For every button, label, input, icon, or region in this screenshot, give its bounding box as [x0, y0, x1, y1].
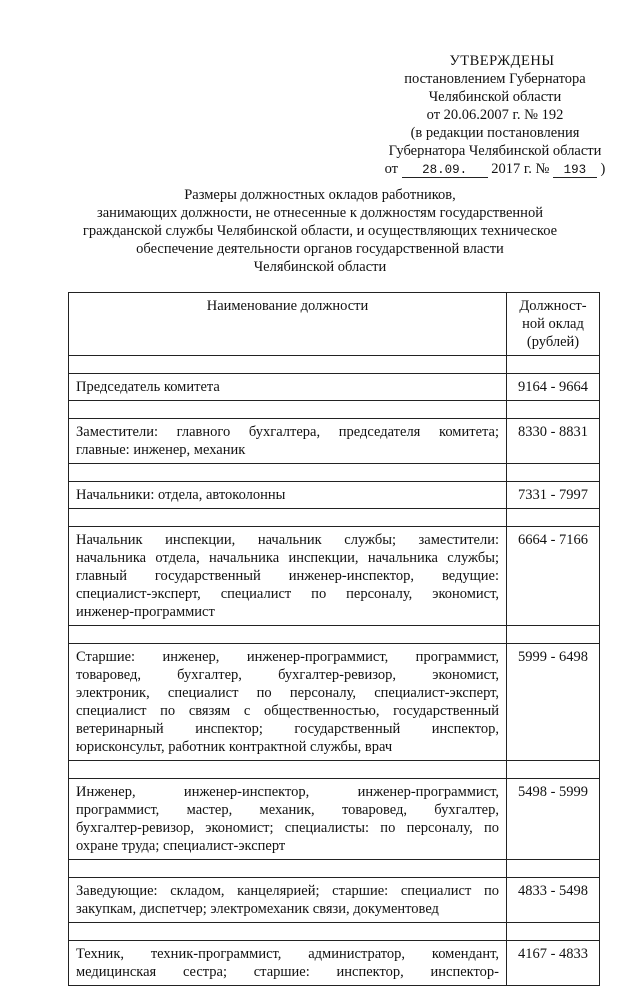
approval-line-5: Губернатора Челябинской области: [388, 143, 602, 159]
row-spacer: [69, 401, 600, 419]
spacer-cell: [69, 626, 507, 644]
date-day-field: 28.09.: [402, 163, 488, 178]
spacer-cell: [507, 356, 600, 374]
position-line: специалист по связям с общественностью, государственный: [76, 703, 499, 719]
table-row: [69, 482, 600, 509]
position-cell: [69, 374, 507, 401]
date-year: 2017 г. №: [491, 161, 550, 177]
date-prefix: от: [384, 161, 399, 177]
row-spacer: [69, 356, 600, 374]
position-line: Техник, техник-программист, администратор, комендант,: [76, 946, 499, 962]
spacer-cell: [507, 464, 600, 482]
spacer-cell: [69, 356, 507, 374]
position-line: Начальники: отдела, автоколонны: [76, 487, 286, 503]
table-row: [69, 779, 600, 860]
row-spacer: [69, 761, 600, 779]
position-line: медицинская сестра; старшие: инспектор, инспектор-: [76, 964, 499, 980]
position-line: программист, мастер, механик, товаровед, бухгалтер,: [76, 802, 499, 818]
position-cell: [69, 527, 507, 626]
position-cell: [69, 482, 507, 509]
table-row: [69, 527, 600, 626]
heading-line-3: гражданской службы Челябинской области, и осуществляющих техническое: [82, 223, 558, 239]
spacer-cell: [69, 464, 507, 482]
approval-line-1: постановлением Губернатора: [404, 71, 586, 87]
heading-line-5: Челябинской области: [253, 259, 387, 275]
table-row: [69, 878, 600, 923]
position-line: начальника отдела, начальника инспекции, начальника службы;: [76, 550, 499, 566]
header-position-name: Наименование должности: [69, 293, 507, 356]
row-spacer: [69, 464, 600, 482]
row-spacer: [69, 509, 600, 527]
salary-cell: 4833 - 5498: [507, 878, 600, 923]
spacer-cell: [507, 860, 600, 878]
position-line: закупкам, диспетчер; электромеханик связи, документовед: [76, 901, 439, 917]
table-row: [69, 644, 600, 761]
position-cell: [69, 941, 507, 986]
position-line: товаровед, бухгалтер, бухгалтер-ревизор, экономист,: [76, 667, 499, 683]
approval-line-2: Челябинской области: [428, 89, 562, 105]
position-cell: [69, 644, 507, 761]
position-line: электроник, специалист по персоналу, специалист-эксперт,: [76, 685, 499, 701]
position-line: главный государственный инженер-инспектор, ведущие:: [76, 568, 499, 584]
row-spacer: [69, 626, 600, 644]
salary-table: [68, 292, 600, 986]
approval-title: УТВЕРЖДЕНЫ: [449, 53, 555, 69]
spacer-cell: [69, 923, 507, 941]
salary-cell: 7331 - 7997: [507, 482, 600, 509]
header-salary: [507, 293, 600, 356]
table-header-row: [69, 293, 600, 356]
row-spacer: [69, 923, 600, 941]
header-salary-line-2: ной оклад: [522, 316, 584, 332]
heading-line-4: обеспечение деятельности органов государственной власти: [136, 241, 504, 257]
spacer-cell: [69, 860, 507, 878]
approval-block: [370, 52, 620, 178]
position-line: инженер-программист: [76, 604, 215, 620]
spacer-cell: [507, 923, 600, 941]
salary-cell: 8330 - 8831: [507, 419, 600, 464]
salary-cell: 9164 - 9664: [507, 374, 600, 401]
position-line: Заведующие: складом, канцелярией; старшие: специалист по: [76, 883, 499, 899]
approval-date-line: [370, 160, 620, 178]
spacer-cell: [507, 626, 600, 644]
date-number-field: 193: [553, 163, 597, 178]
position-line: юрисконсульт, работник контрактной службы, врач: [76, 739, 393, 755]
salary-cell: 5498 - 5999: [507, 779, 600, 860]
heading-line-2: занимающих должности, не отнесенные к должностям государственной: [97, 205, 543, 221]
position-cell: [69, 779, 507, 860]
document-heading: [70, 186, 570, 276]
header-salary-line-1: Должност-: [519, 298, 587, 314]
position-line: бухгалтер-ревизор, экономист; специалисты: по персоналу, по: [76, 820, 499, 836]
spacer-cell: [69, 509, 507, 527]
date-suffix: ): [600, 161, 606, 177]
approval-line-3: от 20.06.2007 г. № 192: [426, 107, 564, 123]
position-line: Председатель комитета: [76, 379, 220, 395]
position-cell: [69, 878, 507, 923]
spacer-cell: [507, 401, 600, 419]
position-line: Начальник инспекции, начальник службы; заместители:: [76, 532, 499, 548]
table-row: [69, 419, 600, 464]
table-row: [69, 374, 600, 401]
position-line: Заместители: главного бухгалтера, председателя комитета;: [76, 424, 499, 440]
table-row: [69, 941, 600, 986]
spacer-cell: [69, 401, 507, 419]
header-salary-line-3: (рублей): [526, 334, 580, 350]
row-spacer: [69, 860, 600, 878]
heading-line-1: Размеры должностных окладов работников,: [184, 187, 456, 203]
position-cell: [69, 419, 507, 464]
spacer-cell: [507, 509, 600, 527]
salary-cell: 5999 - 6498: [507, 644, 600, 761]
salary-cell: 6664 - 7166: [507, 527, 600, 626]
position-line: специалист-эксперт, специалист по персоналу, экономист,: [76, 586, 499, 602]
spacer-cell: [507, 761, 600, 779]
position-line: охране труда; специалист-эксперт: [76, 838, 286, 854]
position-line: главные: инженер, механик: [76, 442, 246, 458]
approval-line-4: (в редакции постановления: [410, 125, 580, 141]
position-line: ветеринарный инспектор; государственный инспектор,: [76, 721, 499, 737]
position-line: Инженер, инженер-инспектор, инженер-программист,: [76, 784, 499, 800]
spacer-cell: [69, 761, 507, 779]
salary-cell: 4167 - 4833: [507, 941, 600, 986]
table-body: [69, 356, 600, 986]
position-line: Старшие: инженер, инженер-программист, программист,: [76, 649, 499, 665]
